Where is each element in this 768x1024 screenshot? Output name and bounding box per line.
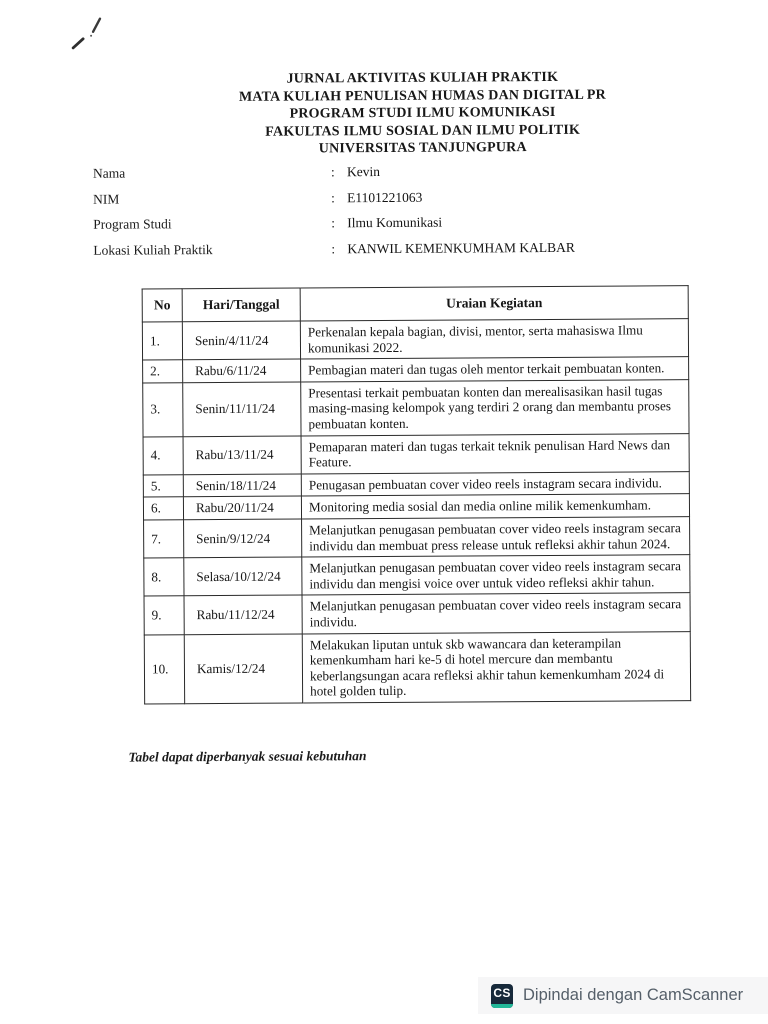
info-label: Lokasi Kuliah Praktik	[93, 241, 213, 258]
activity-journal-table	[142, 285, 692, 704]
camscanner-badge-link[interactable]	[478, 977, 768, 1014]
student-info-section	[93, 161, 654, 266]
cell-date: Senin/18/11/24	[183, 474, 301, 497]
cell-activity: Melanjutkan penugasan pembuatan cover video reels instagram secara individu.	[302, 593, 690, 634]
info-label: Program Studi	[93, 216, 172, 232]
cell-activity: Penugasan pembuatan cover video reels instagram secara individu.	[301, 471, 689, 496]
cell-date: Rabu/11/12/24	[184, 595, 302, 634]
cell-activity: Presentasi terkait pembuatan konten dan merealisasikan hasil tugas masing-masing kelompok yang terdiri 2 orang dan membantu proses pembuatan konten.	[301, 379, 689, 435]
cell-no: 10.	[144, 634, 184, 704]
camscanner-logo-accent-strip	[491, 1004, 513, 1008]
cell-date: Rabu/20/11/24	[183, 496, 301, 519]
info-label: NIM	[93, 191, 120, 207]
table-row	[143, 433, 689, 475]
title-line-5: UNIVERSITAS TANJUNGPURA	[318, 140, 527, 157]
info-value: E1101221063	[347, 189, 423, 205]
cell-no: 8.	[144, 558, 184, 596]
table-row	[144, 517, 690, 559]
title-line-3: PROGRAM STUDI ILMU KOMUNIKASI	[289, 105, 556, 122]
cell-date: Senin/11/11/24	[183, 382, 301, 437]
cell-date: Selasa/10/12/24	[184, 557, 302, 596]
cell-date: Rabu/6/11/24	[183, 359, 301, 382]
info-row-program-studi	[93, 212, 653, 232]
title-line-4: FAKULTAS ILMU SOSIAL DAN ILMU POLITIK	[265, 122, 581, 140]
table-header-row	[142, 286, 688, 322]
cell-no: 5.	[143, 474, 183, 497]
cell-no: 4.	[143, 436, 183, 474]
cell-activity: Monitoring media sosial dan media online milik kemenkumham.	[301, 494, 689, 519]
info-separator: :	[331, 215, 336, 231]
title-line-2: MATA KULIAH PENULISAN HUMAS DAN DIGITAL PR	[238, 87, 607, 105]
table-row	[142, 319, 688, 361]
cell-no: 6.	[143, 497, 183, 520]
cell-no: 7.	[144, 520, 184, 558]
cell-date: Kamis/12/24	[184, 634, 302, 704]
cell-no: 9.	[144, 596, 184, 634]
table-row	[144, 631, 690, 704]
camscanner-logo-icon	[491, 984, 513, 1008]
column-header-no: No	[142, 289, 182, 322]
cell-activity: Pemaparan materi dan tugas terkait teknik penulisan Hard News dan Feature.	[301, 433, 689, 474]
info-label: Nama	[92, 165, 126, 181]
table-row	[143, 357, 689, 383]
cell-no: 2.	[143, 360, 183, 383]
info-separator: :	[331, 240, 336, 256]
camscanner-logo-text: CS	[493, 985, 511, 1000]
table-row	[143, 494, 689, 520]
info-value: Kevin	[346, 164, 380, 180]
info-row-nim	[93, 187, 653, 207]
pen-scribble-mark	[65, 10, 115, 58]
cell-activity: Perkenalan kepala bagian, divisi, mentor, serta mahasiswa Ilmu komunikasi 2022.	[300, 319, 688, 360]
cell-no: 3.	[143, 383, 183, 437]
info-separator: :	[330, 164, 335, 180]
cell-activity: Pembagian materi dan tugas oleh mentor terkait pembuatan konten.	[301, 357, 689, 382]
table-row	[143, 471, 689, 497]
info-row-nama	[93, 161, 653, 181]
table-row	[144, 555, 690, 597]
info-row-lokasi	[93, 238, 653, 258]
document-title	[152, 68, 693, 159]
table-footnote: Tabel dapat diperbanyak sesuai kebutuhan	[128, 748, 367, 765]
cell-date: Senin/4/11/24	[182, 321, 300, 360]
cell-activity: Melakukan liputan untuk skb wawancara dan keterampilan kemenkumham hari ke-5 di hotel mercure dan membantu keberlangsungan acara refleksi akhir tahun kemenkumham 2024 di hotel golden tulip.	[302, 631, 690, 703]
cell-date: Senin/9/12/24	[184, 519, 302, 558]
column-header-uraian-kegiatan: Uraian Kegiatan	[300, 286, 688, 321]
info-value: KANWIL KEMENKUMHAM KALBAR	[347, 239, 575, 256]
table-row	[143, 379, 689, 436]
camscanner-badge-label: Dipindai dengan CamScanner	[523, 986, 744, 1004]
table-row	[144, 593, 690, 635]
cell-no: 1.	[142, 322, 182, 360]
title-line-1: JURNAL AKTIVITAS KULIAH PRAKTIK	[286, 69, 559, 87]
cell-activity: Melanjutkan penugasan pembuatan cover video reels instagram secara individu dan membuat press release untuk refleksi akhir tahun 2024.	[302, 517, 690, 558]
info-separator: :	[331, 189, 335, 205]
info-value: Ilmu Komunikasi	[347, 214, 443, 231]
cell-activity: Melanjutkan penugasan pembuatan cover video reels instagram secara individu dan mengisi voice over untuk video refleksi akhir tahun.	[302, 555, 690, 596]
cell-date: Rabu/13/11/24	[183, 436, 301, 475]
column-header-hari-tanggal: Hari/Tanggal	[182, 288, 300, 322]
